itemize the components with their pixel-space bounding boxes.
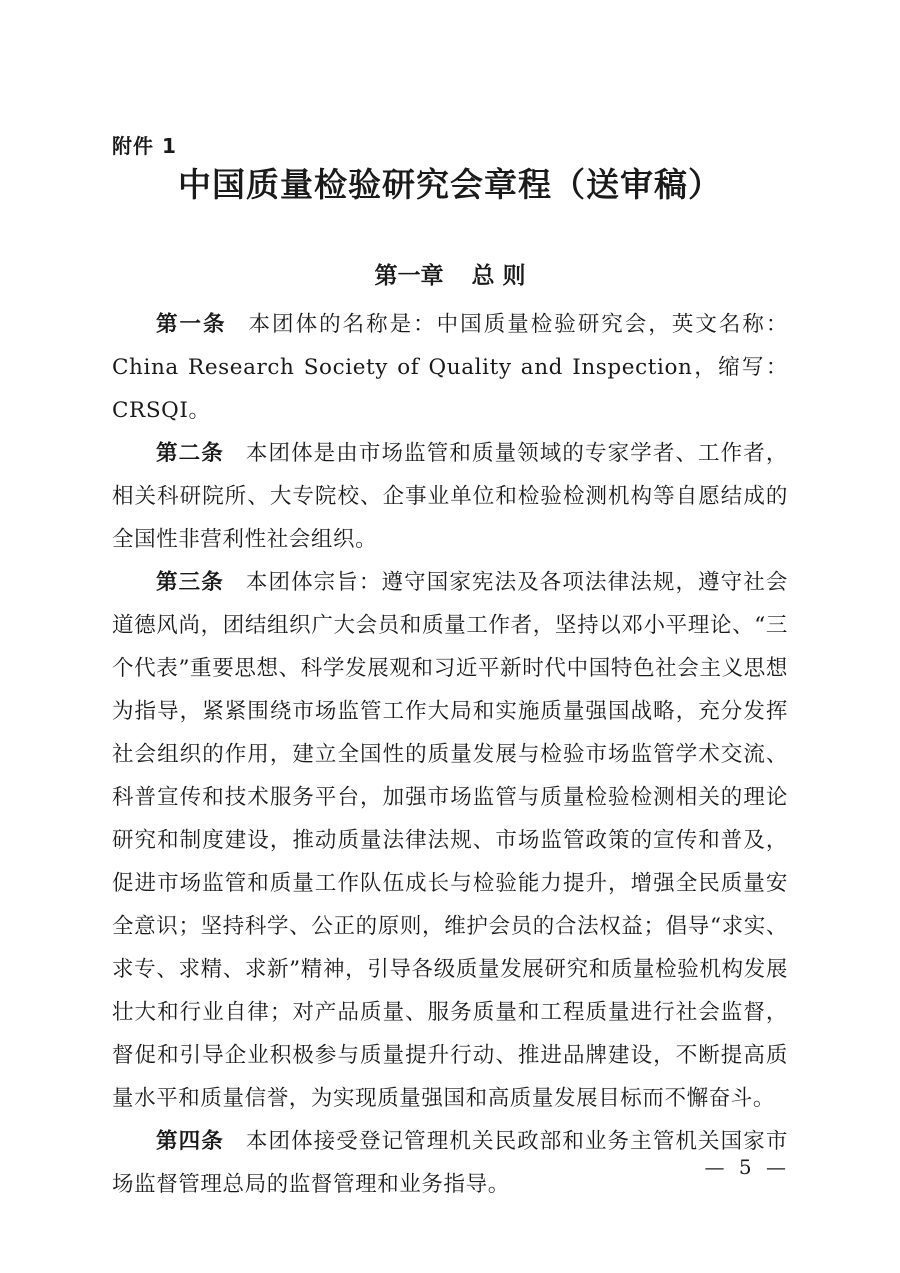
article-text: 本团体接受登记管理机关民政部和业务主管机关国家市场监督管理总局的监督管理和业务指导。 (112, 1129, 788, 1197)
article-3 (112, 561, 788, 1120)
chapter-number: 第一章 (374, 263, 444, 289)
chapter-name: 总 则 (471, 263, 526, 289)
article-label: 第三条 (156, 570, 224, 595)
page-number: — 5 — (704, 1155, 790, 1179)
chapter-heading (0, 259, 900, 293)
article-label: 第二条 (156, 441, 224, 466)
article-4 (112, 1120, 788, 1206)
article-label: 第四条 (156, 1129, 224, 1154)
article-2 (112, 432, 788, 561)
article-1 (112, 303, 788, 432)
document-title: 中国质量检验研究会章程（送审稿） (178, 165, 722, 204)
article-text: 本团体的名称是：中国质量检验研究会，英文名称：China Research Society of Quality and Inspection，缩写：CRSQI。 (112, 312, 788, 423)
article-text: 本团体宗旨：遵守国家宪法及各项法律法规，遵守社会道德风尚，团结组织广大会员和质量工作者，坚持以邓小平理论、“三个代表”重要思想、科学发展观和习近平新时代中国特色社会主义思想为指导，紧紧围绕市场监管工作大局和实施质量强国战略，充分发挥社会组织的作用，建立全国性的质量发展与检验市场监管学术交流、科普宣传和技术服务平台，加强市场监管与质量检验检测相关的理论研究和制度建设，推动质量法律法规、市场监管政策的宣传和普及，促进市场监管和质量工作队伍成长与检验能力提升，增强全民质量安全意识；坚持科学、公正的原则，维护会员的合法权益；倡导“求实、求专、求精、求新”精神，引导各级质量发展研究和质量检验机构发展壮大和行业自律；对产品质量、服务质量和工程质量进行社会监督，督促和引导企业积极参与质量提升行动、推进品牌建设，不断提高质量水平和质量信誉，为实现质量强国和高质量发展目标而不懈奋斗。 (112, 570, 788, 1111)
document-body (112, 303, 788, 1206)
article-text: 本团体是由市场监管和质量领域的专家学者、工作者，相关科研院所、大专院校、企事业单位和检验检测机构等自愿结成的全国性非营利性社会组织。 (112, 441, 788, 552)
attachment-label: 附件 1 (112, 134, 177, 158)
article-label: 第一条 (156, 312, 227, 337)
